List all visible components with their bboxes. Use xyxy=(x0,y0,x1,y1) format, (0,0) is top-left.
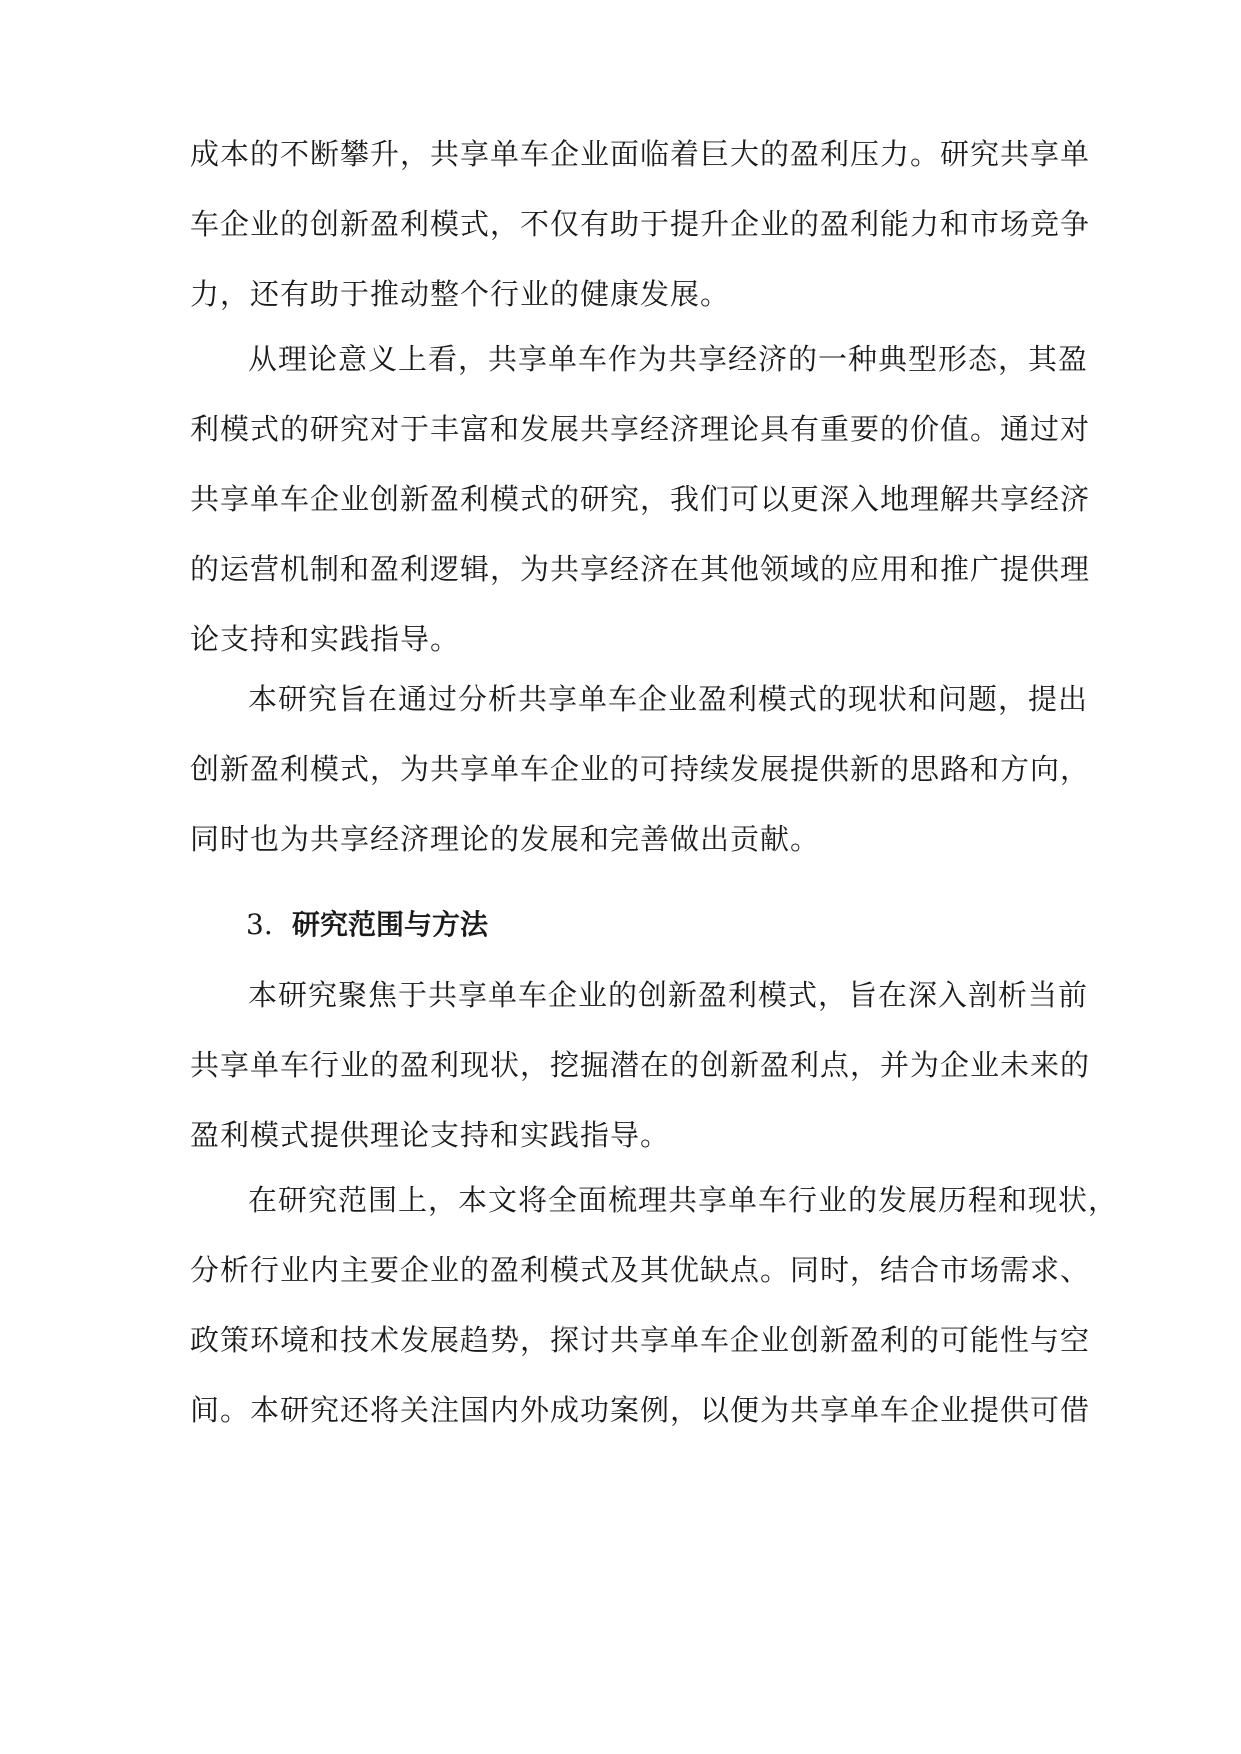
text-line: 成本的不断攀升，共享单车企业面临着巨大的盈利压力。研究共享单 xyxy=(190,137,1091,171)
text-line: 利模式的研究对于丰富和发展共享经济理论具有重要的价值。通过对 xyxy=(190,412,1091,446)
paragraph-research-aim xyxy=(190,664,1091,874)
text-line: 论支持和实践指导。 xyxy=(190,622,461,656)
text-line: 盈利模式提供理论支持和实践指导。 xyxy=(190,1118,671,1152)
section-title: 研究范围与方法 xyxy=(292,908,489,941)
paragraph-research-range xyxy=(190,1165,1119,1445)
paragraph-research-scope xyxy=(190,960,1091,1170)
text-line: 的运营机制和盈利逻辑，为共享经济在其他领域的应用和推广提供理 xyxy=(190,552,1091,586)
text-line: 创新盈利模式，为共享单车企业的可持续发展提供新的思路和方向， xyxy=(190,752,1091,786)
text-line: 车企业的创新盈利模式，不仅有助于提升企业的盈利能力和市场竞争 xyxy=(190,207,1091,241)
text-line: 间。本研究还将关注国内外成功案例，以便为共享单车企业提供可借 xyxy=(190,1393,1091,1427)
text-line: 政策环境和技术发展趋势，探讨共享单车企业创新盈利的可能性与空 xyxy=(190,1323,1091,1357)
text-line: 本研究聚焦于共享单车企业的创新盈利模式，旨在深入剖析当前 xyxy=(248,978,1089,1012)
text-line: 共享单车行业的盈利现状，挖掘潜在的创新盈利点，并为企业未来的 xyxy=(190,1048,1091,1082)
section-number: 3. xyxy=(246,908,273,941)
text-line: 分析行业内主要企业的盈利模式及其优缺点。同时，结合市场需求、 xyxy=(190,1253,1091,1287)
section-heading xyxy=(246,890,488,960)
text-line: 同时也为共享经济理论的发展和完善做出贡献。 xyxy=(190,822,821,856)
text-line: 共享单车企业创新盈利模式的研究，我们可以更深入地理解共享经济 xyxy=(190,482,1091,516)
paragraph-continuation xyxy=(190,119,1091,329)
text-line: 力，还有助于推动整个行业的健康发展。 xyxy=(190,277,731,311)
paragraph-theoretical-significance xyxy=(190,324,1091,674)
text-line: 从理论意义上看，共享单车作为共享经济的一种典型形态，其盈 xyxy=(248,342,1089,376)
text-line: 本研究旨在通过分析共享单车企业盈利模式的现状和问题，提出 xyxy=(248,682,1089,716)
text-line: 在研究范围上，本文将全面梳理共享单车行业的发展历程和现状， xyxy=(248,1183,1119,1217)
